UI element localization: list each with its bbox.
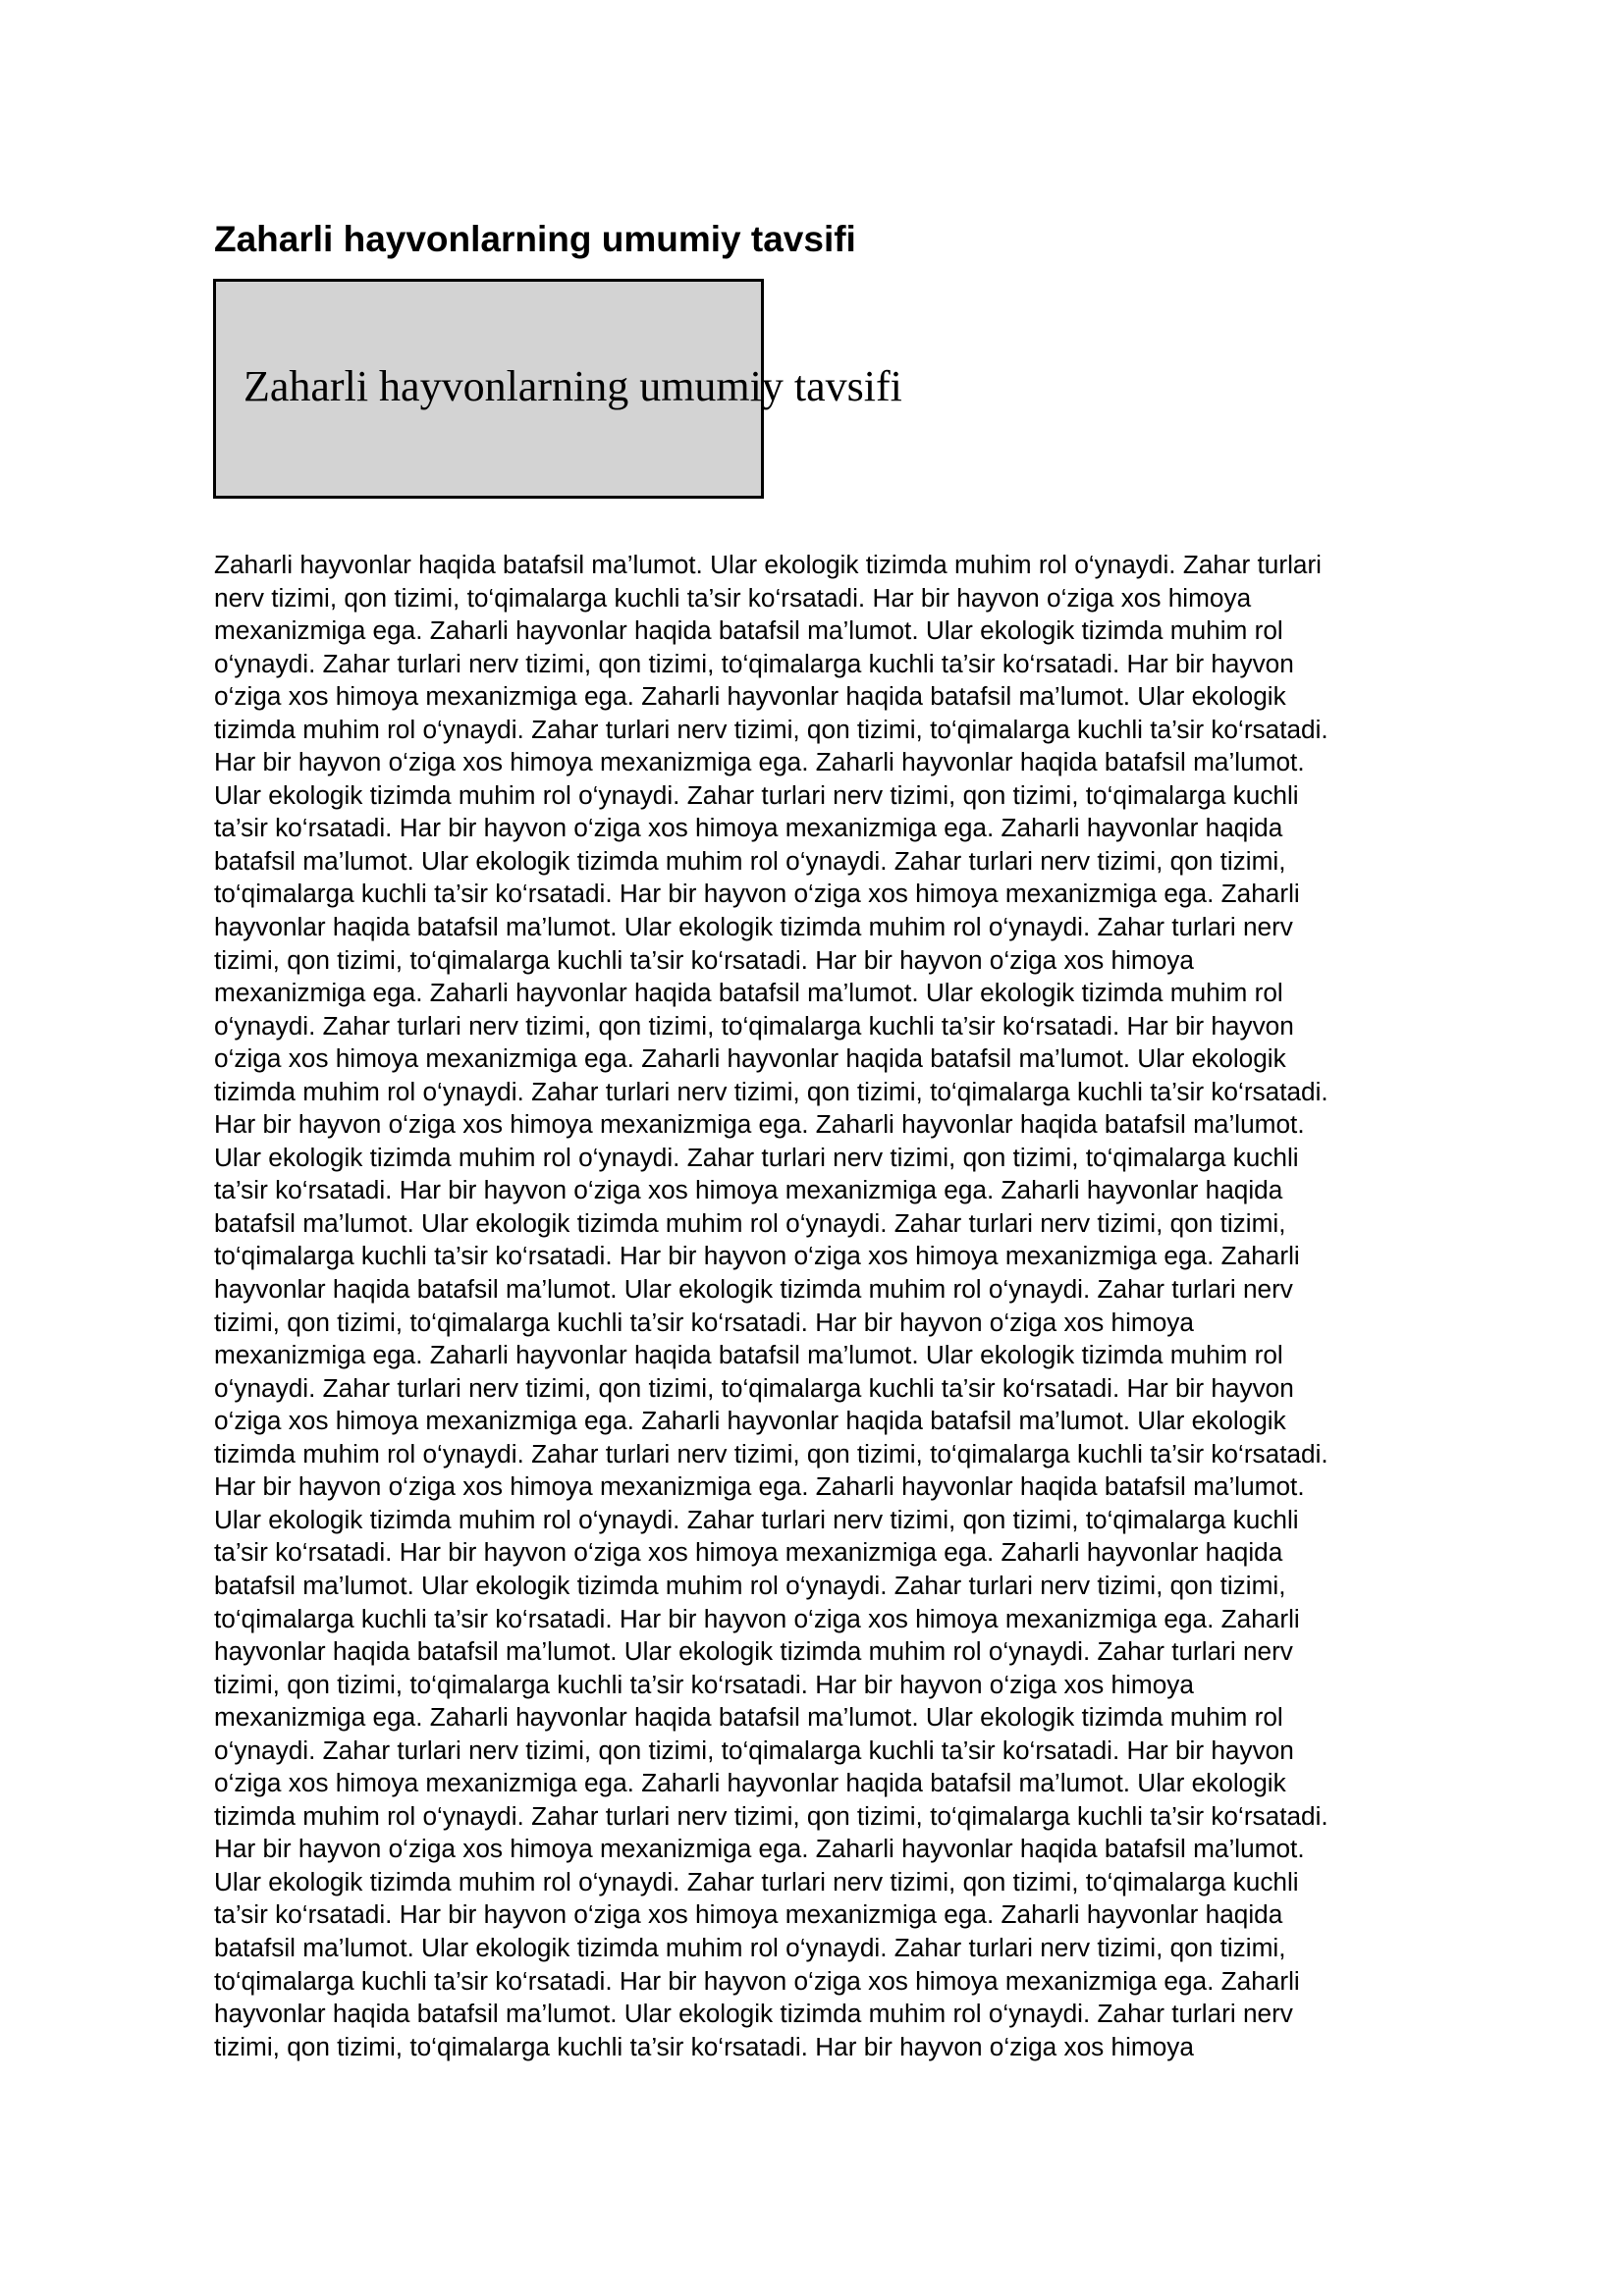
paragraph-line: ta’sir ko‘rsatadi. Har bir hayvon o‘ziga xos himoya mexanizmiga ega. Zaharli hayvonlar haqida: [214, 813, 1283, 843]
paragraph-line: batafsil ma’lumot. Ular ekologik tizimda muhim rol o‘ynaydi. Zahar turlari nerv tizimi, qon tizimi,: [214, 845, 1286, 876]
paragraph-line: to‘qimalarga kuchli ta’sir ko‘rsatadi. Har bir hayvon o‘ziga xos himoya mexanizmiga ega. Zaharli: [214, 1603, 1300, 1633]
paragraph-line: batafsil ma’lumot. Ular ekologik tizimda muhim rol o‘ynaydi. Zahar turlari nerv tizimi, qon tizimi,: [214, 1932, 1286, 1962]
paragraph-line: Ular ekologik tizimda muhim rol o‘ynaydi. Zahar turlari nerv tizimi, qon tizimi, to‘qimalarga kuchli: [214, 1504, 1299, 1534]
paragraph-line: to‘qimalarga kuchli ta’sir ko‘rsatadi. Har bir hayvon o‘ziga xos himoya mexanizmiga ega. Zaharli: [214, 1241, 1300, 1271]
paragraph-line: o‘ynaydi. Zahar turlari nerv tizimi, qon tizimi, to‘qimalarga kuchli ta’sir ko‘rsatadi. Har bir hayvon: [214, 1010, 1294, 1041]
paragraph-line: tizimi, qon tizimi, to‘qimalarga kuchli ta’sir ko‘rsatadi. Har bir hayvon o‘ziga xos himoya: [214, 944, 1194, 975]
paragraph-line: to‘qimalarga kuchli ta’sir ko‘rsatadi. Har bir hayvon o‘ziga xos himoya mexanizmiga ega. Zaharli: [214, 879, 1300, 909]
paragraph-line: tizimda muhim rol o‘ynaydi. Zahar turlari nerv tizimi, qon tizimi, to‘qimalarga kuchli ta’sir ko‘rsatadi.: [214, 714, 1328, 744]
paragraph-line: Ular ekologik tizimda muhim rol o‘ynaydi. Zahar turlari nerv tizimi, qon tizimi, to‘qimalarga kuchli: [214, 779, 1299, 810]
paragraph-line: mexanizmiga ega. Zaharli hayvonlar haqida batafsil ma’lumot. Ular ekologik tizimda muhim rol: [214, 978, 1283, 1008]
paragraph-line: tizimda muhim rol o‘ynaydi. Zahar turlari nerv tizimi, qon tizimi, to‘qimalarga kuchli ta’sir ko‘rsatadi.: [214, 1438, 1328, 1468]
paragraph-line: hayvonlar haqida batafsil ma’lumot. Ular ekologik tizimda muhim rol o‘ynaydi. Zahar turlari nerv: [214, 1274, 1293, 1305]
paragraph-line: hayvonlar haqida batafsil ma’lumot. Ular ekologik tizimda muhim rol o‘ynaydi. Zahar turlari nerv: [214, 1999, 1293, 2029]
paragraph-line: Har bir hayvon o‘ziga xos himoya mexanizmiga ega. Zaharli hayvonlar haqida batafsil ma’lumot.: [214, 1834, 1305, 1864]
paragraph-line: ta’sir ko‘rsatadi. Har bir hayvon o‘ziga xos himoya mexanizmiga ega. Zaharli hayvonlar haqida: [214, 1899, 1283, 1930]
page-title: Zaharli hayvonlarning umumiy tavsifi: [214, 219, 856, 259]
paragraph-line: o‘ynaydi. Zahar turlari nerv tizimi, qon tizimi, to‘qimalarga kuchli ta’sir ko‘rsatadi. Har bir hayvon: [214, 648, 1294, 678]
paragraph-line: tizimi, qon tizimi, to‘qimalarga kuchli ta’sir ko‘rsatadi. Har bir hayvon o‘ziga xos himoya: [214, 1669, 1194, 1699]
body-paragraph: [214, 549, 1432, 2063]
paragraph-line: ta’sir ko‘rsatadi. Har bir hayvon o‘ziga xos himoya mexanizmiga ega. Zaharli hayvonlar haqida: [214, 1537, 1283, 1568]
paragraph-line: o‘ynaydi. Zahar turlari nerv tizimi, qon tizimi, to‘qimalarga kuchli ta’sir ko‘rsatadi. Har bir hayvon: [214, 1735, 1294, 1765]
paragraph-line: o‘ziga xos himoya mexanizmiga ega. Zaharli hayvonlar haqida batafsil ma’lumot. Ular ekologik: [214, 1406, 1286, 1436]
paragraph-line: nerv tizimi, qon tizimi, to‘qimalarga kuchli ta’sir ko‘rsatadi. Har bir hayvon o‘ziga xos himoya: [214, 582, 1252, 613]
paragraph-line: hayvonlar haqida batafsil ma’lumot. Ular ekologik tizimda muhim rol o‘ynaydi. Zahar turlari nerv: [214, 912, 1293, 942]
paragraph-line: tizimi, qon tizimi, to‘qimalarga kuchli ta’sir ko‘rsatadi. Har bir hayvon o‘ziga xos himoya: [214, 1307, 1194, 1337]
paragraph-line: tizimda muhim rol o‘ynaydi. Zahar turlari nerv tizimi, qon tizimi, to‘qimalarga kuchli ta’sir ko‘rsatadi.: [214, 1076, 1328, 1106]
paragraph-line: Zaharli hayvonlar haqida batafsil ma’lumot. Ular ekologik tizimda muhim rol o‘ynaydi. Zahar turlari: [214, 550, 1322, 579]
paragraph-line: Ular ekologik tizimda muhim rol o‘ynaydi. Zahar turlari nerv tizimi, qon tizimi, to‘qimalarga kuchli: [214, 1866, 1299, 1896]
paragraph-line: mexanizmiga ega. Zaharli hayvonlar haqida batafsil ma’lumot. Ular ekologik tizimda muhim rol: [214, 615, 1283, 646]
paragraph-line: Ular ekologik tizimda muhim rol o‘ynaydi. Zahar turlari nerv tizimi, qon tizimi, to‘qimalarga kuchli: [214, 1142, 1299, 1172]
paragraph-line: tizimi, qon tizimi, to‘qimalarga kuchli ta’sir ko‘rsatadi. Har bir hayvon o‘ziga xos himoya: [214, 2031, 1194, 2061]
paragraph-line: batafsil ma’lumot. Ular ekologik tizimda muhim rol o‘ynaydi. Zahar turlari nerv tizimi, qon tizimi,: [214, 1207, 1286, 1238]
paragraph-line: mexanizmiga ega. Zaharli hayvonlar haqida batafsil ma’lumot. Ular ekologik tizimda muhim rol: [214, 1340, 1283, 1370]
paragraph-line: batafsil ma’lumot. Ular ekologik tizimda muhim rol o‘ynaydi. Zahar turlari nerv tizimi, qon tizimi,: [214, 1570, 1286, 1600]
paragraph-line: Har bir hayvon o‘ziga xos himoya mexanizmiga ega. Zaharli hayvonlar haqida batafsil ma’lumot.: [214, 1471, 1305, 1502]
paragraph-line: Har bir hayvon o‘ziga xos himoya mexanizmiga ega. Zaharli hayvonlar haqida batafsil ma’lumot.: [214, 1109, 1305, 1140]
figure-caption: Zaharli hayvonlarning umumiy tavsifi: [244, 362, 902, 410]
paragraph-line: o‘ziga xos himoya mexanizmiga ega. Zaharli hayvonlar haqida batafsil ma’lumot. Ular ekologik: [214, 1768, 1286, 1798]
paragraph-line: o‘ziga xos himoya mexanizmiga ega. Zaharli hayvonlar haqida batafsil ma’lumot. Ular ekologik: [214, 681, 1286, 712]
paragraph-line: hayvonlar haqida batafsil ma’lumot. Ular ekologik tizimda muhim rol o‘ynaydi. Zahar turlari nerv: [214, 1636, 1293, 1667]
paragraph-line: ta’sir ko‘rsatadi. Har bir hayvon o‘ziga xos himoya mexanizmiga ega. Zaharli hayvonlar haqida: [214, 1175, 1283, 1205]
paragraph-line: o‘ynaydi. Zahar turlari nerv tizimi, qon tizimi, to‘qimalarga kuchli ta’sir ko‘rsatadi. Har bir hayvon: [214, 1372, 1294, 1403]
paragraph-line: o‘ziga xos himoya mexanizmiga ega. Zaharli hayvonlar haqida batafsil ma’lumot. Ular ekologik: [214, 1043, 1286, 1074]
paragraph-line: mexanizmiga ega. Zaharli hayvonlar haqida batafsil ma’lumot. Ular ekologik tizimda muhim rol: [214, 1702, 1283, 1733]
figure-placeholder: [213, 279, 902, 499]
paragraph-line: to‘qimalarga kuchli ta’sir ko‘rsatadi. Har bir hayvon o‘ziga xos himoya mexanizmiga ega. Zaharli: [214, 1965, 1300, 1996]
paragraph-line: Har bir hayvon o‘ziga xos himoya mexanizmiga ega. Zaharli hayvonlar haqida batafsil ma’lumot.: [214, 747, 1305, 777]
paragraph-line: tizimda muhim rol o‘ynaydi. Zahar turlari nerv tizimi, qon tizimi, to‘qimalarga kuchli ta’sir ko‘rsatadi.: [214, 1800, 1328, 1831]
